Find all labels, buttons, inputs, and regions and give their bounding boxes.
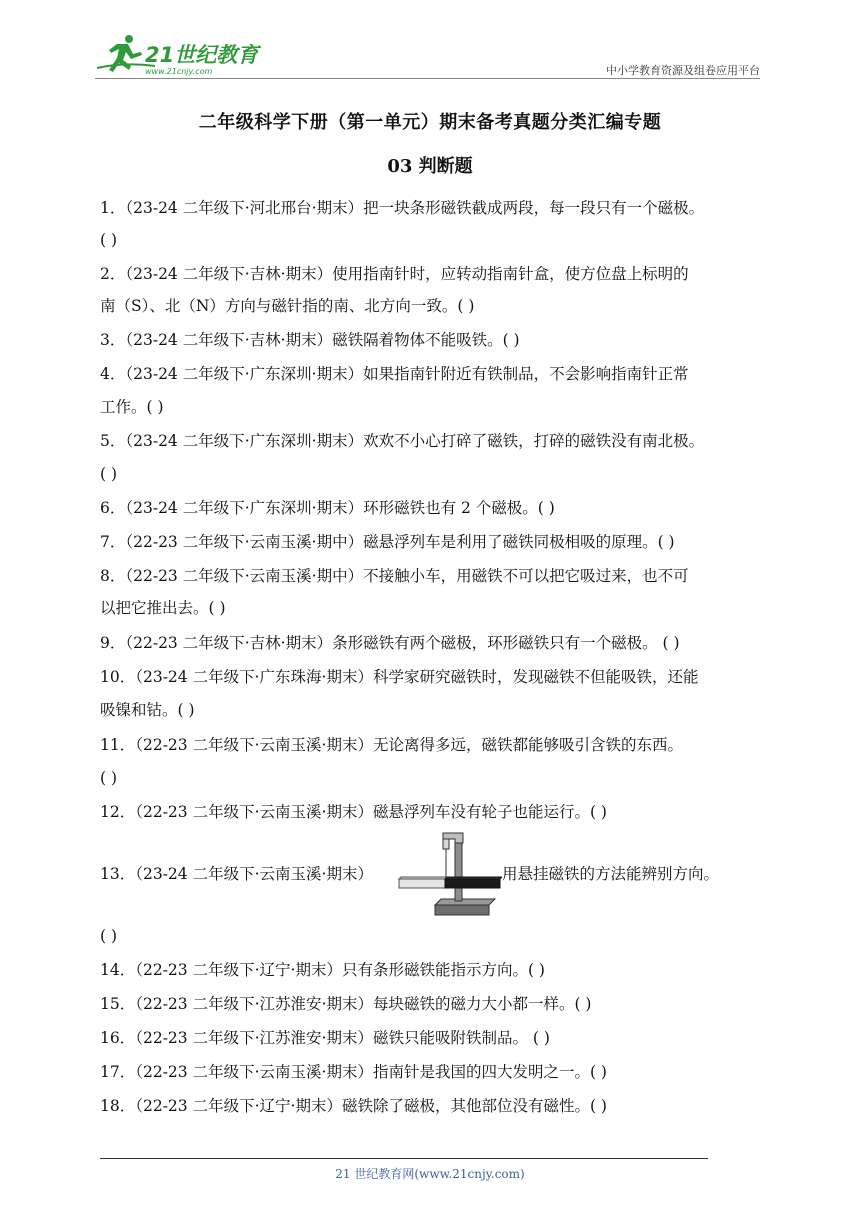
question-10-cont: 吸镍和钴。( ) — [100, 701, 195, 719]
hanging-magnet-figure — [397, 831, 502, 917]
question-11: 11．（22-23 二年级下·云南玉溪·期末）无论离得多远，磁铁都能够吸引含铁的东西。 — [100, 736, 683, 754]
header-platform-text: 中小学教育资源及组卷应用平台 — [606, 64, 760, 77]
question-13: 13．（23-24 二年级下·云南玉溪·期末） — [100, 865, 373, 883]
question-10: 10．（23-24 二年级下·广东珠海·期末）科学家研究磁铁时，发现磁铁不但能吸铁，还能 — [100, 668, 699, 686]
footer-divider — [100, 1158, 708, 1159]
question-3: 3．（23-24 二年级下·吉林·期末）磁铁隔着物体不能吸铁。( ) — [100, 331, 520, 349]
question-8: 8．（22-23 二年级下·云南玉溪·期中）不接触小车，用磁铁不可以把它吸过来，也不可 — [100, 567, 689, 585]
question-15: 15．（22-23 二年级下·江苏淮安·期末）每块磁铁的磁力大小都一样。( ) — [100, 995, 592, 1013]
question-2-cont: 南（S）、北（N）方向与磁针指的南、北方向一致。( ) — [100, 297, 475, 315]
question-16: 16．（22-23 二年级下·江苏淮安·期末）磁铁只能吸附铁制品。 ( ) — [100, 1029, 550, 1047]
question-4: 4．（23-24 二年级下·广东深圳·期末）如果指南针附近有铁制品，不会影响指南针正常 — [100, 365, 689, 383]
section-title: 03 判断题 — [387, 156, 473, 177]
question-12: 12．（22-23 二年级下·云南玉溪·期末）磁悬浮列车没有轮子也能运行。( ) — [100, 803, 607, 821]
question-13-cont: 用悬挂磁铁的方法能辨别方向。 — [502, 865, 720, 883]
question-5: 5．（23-24 二年级下·广东深圳·期末）欢欢不小心打碎了磁铁，打碎的磁铁没有南北极。 — [100, 432, 705, 450]
question-1: 1．（23-24 二年级下·河北邢台·期末）把一块条形磁铁截成两段，每一段只有一个磁极。 — [100, 199, 705, 217]
page-header — [95, 30, 760, 80]
question-13-blank: ( ) — [100, 927, 118, 945]
question-8-cont: 以把它推出去。( ) — [100, 599, 226, 617]
svg-text:www.21cnjy.com: www.21cnjy.com — [145, 67, 213, 76]
question-18: 18．（22-23 二年级下·辽宁·期末）磁铁除了磁极，其他部位没有磁性。( ) — [100, 1097, 607, 1115]
question-17: 17．（22-23 二年级下·云南玉溪·期末）指南针是我国的四大发明之一。( ) — [100, 1063, 607, 1081]
page-title: 二年级科学下册（第一单元）期末备考真题分类汇编专题 — [198, 112, 662, 133]
question-11-blank: ( ) — [100, 769, 118, 787]
question-7: 7．（22-23 二年级下·云南玉溪·期中）磁悬浮列车是利用了磁铁同极相吸的原理。( ) — [100, 533, 675, 551]
footer-text: 21 世纪教育网(www.21cnjy.com) — [335, 1167, 525, 1181]
question-2: 2．（23-24 二年级下·吉林·期末）使用指南针时，应转动指南针盒，使方位盘上标明的 — [100, 265, 689, 283]
header-divider — [95, 78, 760, 79]
question-14: 14．（22-23 二年级下·辽宁·期末）只有条形磁铁能指示方向。( ) — [100, 961, 545, 979]
question-4-cont: 工作。( ) — [100, 398, 164, 416]
question-9: 9．（22-23 二年级下·吉林·期末）条形磁铁有两个磁极，环形磁铁只有一个磁极。 ( ) — [100, 634, 680, 652]
question-1-blank: ( ) — [100, 231, 118, 249]
svg-text:21世纪教育: 21世纪教育 — [145, 43, 259, 67]
question-6: 6．（23-24 二年级下·广东深圳·期末）环形磁铁也有 2 个磁极。( ) — [100, 499, 555, 517]
logo — [95, 32, 265, 76]
question-5-blank: ( ) — [100, 465, 118, 483]
